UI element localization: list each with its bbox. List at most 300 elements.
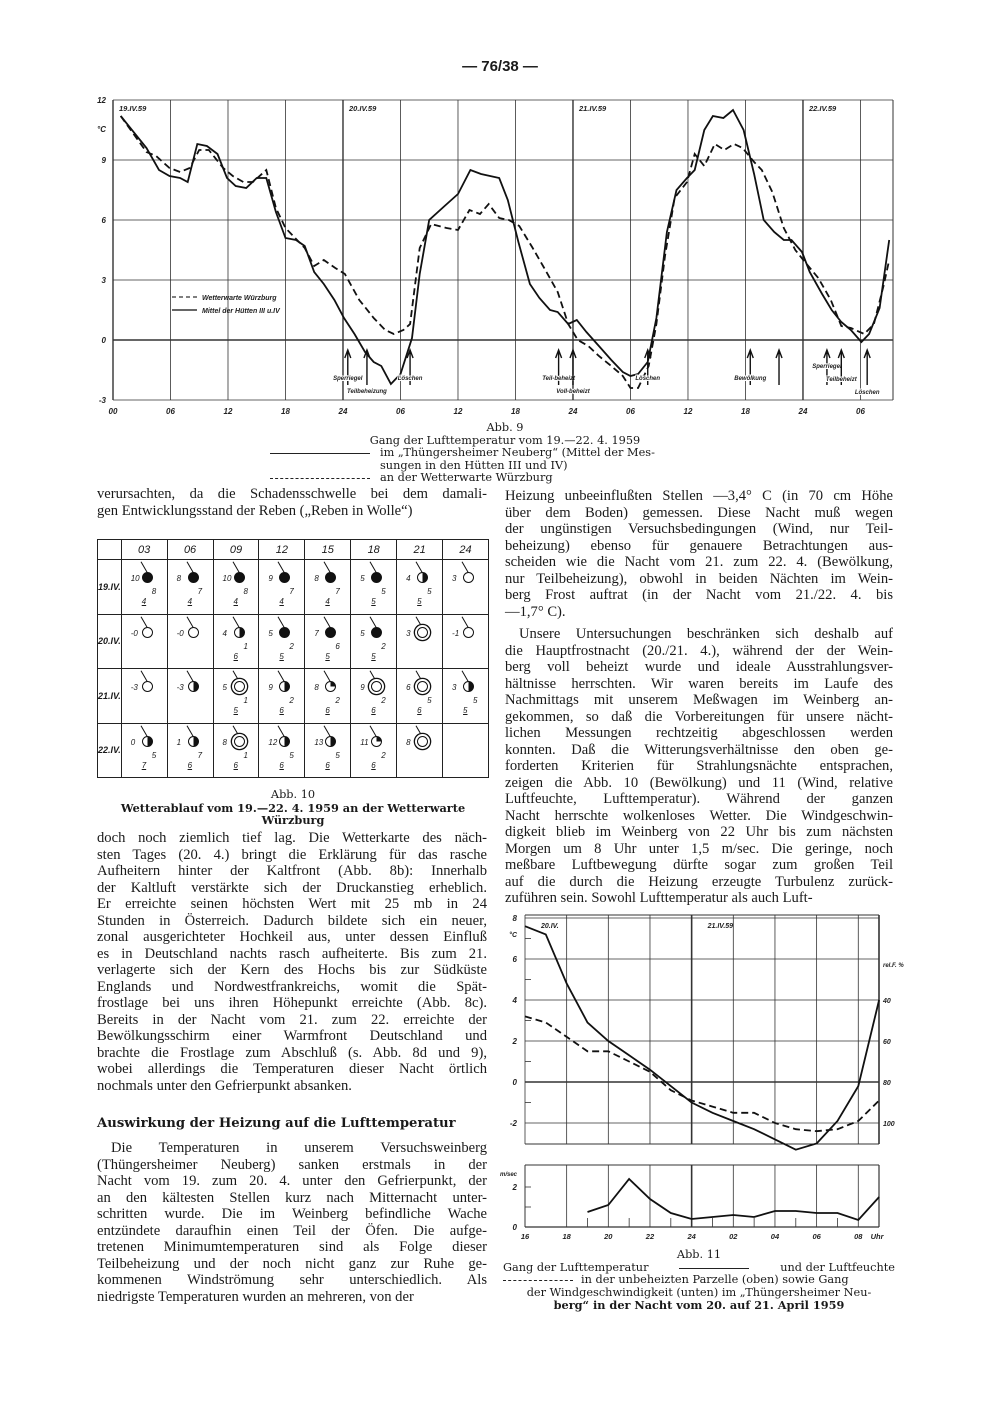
page-number: — 76/38 — (462, 58, 538, 75)
date-label: 21.IV.59 (578, 104, 607, 113)
table-cell (397, 614, 443, 669)
fig10-caption-title: Abb. 10 (270, 788, 316, 801)
cloud-cover-icon (188, 681, 199, 692)
x-tick-label: 24 (568, 407, 578, 416)
text-line: Nacht vom 19. zum 20. 4. unter den Gefrierpunkt, der (97, 1173, 487, 1189)
y-axis-label: m/sec (499, 1172, 517, 1178)
table-cell (443, 669, 489, 724)
station-value: 5 (427, 696, 432, 706)
text-line: konnten. Daß die Witterungsverhältnisse den oben ge- (505, 741, 893, 758)
fig9-caption-dashed (240, 472, 770, 485)
text-line: Unsere Untersuchungen beschränken sich deshalb auf (519, 626, 893, 642)
y-tick-label: 2 (512, 1037, 517, 1046)
station-temperature: 4 (406, 574, 411, 584)
annotation-label: Teilbeheizung (347, 389, 387, 395)
station-value: 2 (289, 696, 294, 706)
cloud-cover-icon (142, 572, 153, 583)
y-tick-label: 6 (101, 216, 106, 225)
y-tick-label: 6 (512, 955, 517, 964)
station-value: 5 (381, 587, 386, 597)
text-line: digkeit blieb im Weinberg von 22 Uhr bis zum nächsten (505, 824, 893, 840)
station-value: 2 (335, 696, 340, 706)
cloud-cover-icon (234, 572, 245, 583)
arrow-icon (776, 350, 782, 385)
x-tick-label: 02 (729, 1232, 738, 1241)
station-value: 7 (197, 750, 203, 760)
x-tick-label: 06 (166, 407, 175, 416)
x-tick-label: 12 (223, 407, 233, 416)
station-value-underlined: 7 (141, 760, 147, 770)
table-cell (397, 560, 443, 615)
text-line: Stunden in Österreich. Dadurch bildete sich ein neuer, (97, 912, 487, 929)
x-tick-label: 24 (338, 407, 348, 416)
legend-label: Mittel der Hütten III u.IV (202, 308, 280, 315)
station-value: 7 (197, 587, 203, 597)
text-line: verlagerte sich der Kern des Hochs bis zur Südküste (97, 962, 487, 978)
station-value: 5 (427, 587, 432, 597)
station-value-underlined: 4 (187, 597, 193, 607)
text-line: schritten wurde. Die im Weinberg befindliche Wache (97, 1206, 487, 1222)
cloud-cover-icon (325, 681, 336, 692)
annotation-label: Voll-beheizt (556, 389, 590, 395)
x-tick-label: 04 (770, 1232, 780, 1241)
y-tick-label: 0 (101, 336, 106, 345)
table-cell (121, 723, 167, 778)
text-line: Bewölkungsschirm einer Warmfront Deutschland und (97, 1028, 487, 1044)
text-line: hältnisse herrschten. Wir waren bereits im Laufe des (505, 675, 893, 692)
text-line: berg voll beheizt wurde und ideale Ausstrahlungsver- (505, 659, 893, 675)
x-tick-label: 06 (626, 407, 635, 416)
station-temperature: 4 (222, 628, 227, 638)
column-header: 03 (121, 540, 167, 560)
table-cell (259, 669, 305, 724)
text-line: der Kaltluft verstärkte sich der Druckanstieg erheblich. (97, 879, 487, 896)
fig9-caption-line: im „Thüngersheimer Neuberg“ (Mittel der Mes- (380, 446, 655, 459)
column-header: 18 (351, 540, 397, 560)
cloud-cover-icon (325, 627, 336, 638)
text-line: über dem Boden) gemessen. Diese Nacht muß wegen (505, 504, 893, 521)
table-cell (167, 669, 213, 724)
table-cell (259, 614, 305, 669)
fig11-caption (503, 1249, 895, 1312)
text-line: gekommen, so daß die Vorbereitungen für unsere nächt- (505, 708, 893, 725)
station-temperature: -3 (130, 683, 138, 693)
column-header: 21 (397, 540, 443, 560)
text-line: Er erreichte seinen höchsten Wert mit 25 mb in 24 (97, 896, 487, 912)
annotation-label: Löschen (397, 376, 423, 382)
x-tick-label: 18 (511, 407, 520, 416)
station-temperature: 10 (130, 574, 140, 584)
station-value: 2 (381, 750, 386, 760)
left-para-2 (97, 830, 487, 1094)
station-temperature: 11 (360, 737, 369, 747)
table-row (98, 614, 489, 669)
table-cell (397, 723, 443, 778)
y-tick-label: 9 (101, 156, 106, 165)
station-temperature: 8 (314, 683, 319, 693)
x-tick-label: 20 (604, 1232, 613, 1241)
station-value: 7 (335, 587, 340, 597)
cloud-cover-icon (463, 572, 474, 583)
table-cell (305, 614, 351, 669)
right-para-2 (505, 626, 893, 907)
station-temperature: 9 (360, 683, 365, 693)
station-value: 8 (243, 587, 248, 597)
station-temperature: 8 (176, 574, 182, 584)
cloud-cover-icon (279, 627, 290, 638)
y-tick-label: -3 (98, 396, 106, 405)
fig10-caption-line: Wetterablauf vom 19.—22. 4. 1959 an der Wetterwarte Würzburg (120, 800, 466, 827)
text-line: Luftfeuchte, Lufttemperatur). Während der ganzen (505, 791, 893, 807)
fig11-caption-line: berg“ in der Nacht vom 20. auf 21. April 1959 (553, 1298, 845, 1312)
station-value-underlined: 5 (417, 597, 422, 607)
date-label: 22.IV.59 (808, 104, 837, 113)
series-line-luftfeuchte (525, 1016, 879, 1131)
text-line: der ungünstigen Versuchsbedingungen (Wind, nur Teil- (505, 521, 893, 537)
station-value: 5 (335, 750, 340, 760)
text-line: Morgen um 8 Uhr unter 1,5 m/sec. Die geringe, noch (505, 840, 893, 857)
fig9-caption-line: an der Wetterwarte Würzburg (380, 471, 553, 484)
x-tick-label: 16 (520, 1232, 530, 1241)
station-temperature: 13 (314, 737, 324, 747)
text-line: (Thüngersheimer Neuberg) sanken erstmals in der (97, 1156, 487, 1173)
text-line: scheiden wie die Nacht vom 21. zum 22. 4. (Bewölkung, (505, 554, 893, 570)
section-heading: Auswirkung der Heizung auf die Lufttemperatur (97, 1116, 456, 1131)
x-tick-label: 06 (812, 1232, 821, 1241)
station-value-underlined: 6 (325, 760, 330, 770)
arrow-icon (364, 350, 370, 385)
cloud-cover-icon (142, 627, 153, 638)
weather-table (97, 539, 489, 778)
date-label: 19.IV.59 (119, 104, 147, 113)
table-cell (121, 560, 167, 615)
x-tick-label: 12 (683, 407, 693, 416)
station-temperature: 1 (176, 737, 182, 747)
station-temperature: 3 (452, 683, 457, 693)
left-para-3 (97, 1140, 487, 1305)
fig11-caption-line: in der unbeheizten Parzelle (oben) sowie Gang (581, 1273, 849, 1286)
x-tick-label: 22 (645, 1232, 655, 1241)
cloud-cover-icon (417, 627, 428, 638)
cloud-cover-icon (371, 572, 382, 583)
table-cell (443, 723, 489, 778)
text-line: die Hauptfrostnacht (20./21. 4.), während der der Wein- (505, 642, 893, 659)
text-line: Nachmittags mit unserem Meßwagen im Weinberg an- (505, 692, 893, 708)
station-value: 8 (151, 587, 157, 597)
station-temperature: -1 (452, 628, 460, 638)
station-temperature: 12 (268, 737, 278, 747)
fig9-caption (240, 422, 770, 485)
text-line: lichen Messungen rechtzeitig abgeschlossen werden (505, 725, 893, 741)
y-tick-label: 3 (101, 276, 106, 285)
station-value-underlined: 5 (371, 651, 376, 661)
right-para-1 (505, 488, 893, 620)
station-temperature: 8 (222, 737, 227, 747)
fig9-caption-solid (240, 447, 770, 460)
y-right-tick-label: 40 (883, 998, 891, 1005)
date-label: 21.IV.59 (707, 923, 734, 930)
fig9-caption-line: sungen in den Hütten III und IV) (380, 458, 568, 472)
series-line-lufttemperatur (525, 926, 879, 1149)
station-value-underlined: 5 (233, 706, 238, 716)
cloud-cover-icon (234, 736, 245, 747)
station-value: 1 (243, 641, 248, 651)
y-tick-label: 8 (512, 914, 517, 923)
y-right-axis-label: rel.F. % (883, 963, 904, 969)
station-temperature: 5 (268, 628, 273, 638)
station-value: 6 (335, 641, 340, 651)
x-tick-label: 08 (854, 1232, 863, 1241)
x-tick-label: 00 (108, 407, 118, 416)
station-value: 5 (151, 750, 157, 760)
text-line: kommenen Windströmung sehr unterschiedlich. Als (97, 1272, 487, 1288)
text-line: niedrigste Temperaturen wurden an mehreren, von der (97, 1288, 414, 1305)
x-tick-label: Uhr (870, 1232, 884, 1241)
station-value-underlined: 6 (371, 706, 376, 716)
station-value-underlined: 4 (233, 597, 238, 607)
text-line: Heizung unbeeinflußten Stellen —3,4° C (in 70 cm Höhe (505, 488, 893, 504)
legend-label: Wetterwarte Würzburg (202, 295, 277, 302)
station-temperature: 8 (406, 737, 411, 747)
text-line: Nacht herrschte wolkenloses Wetter. Die Windgeschwin- (505, 807, 893, 824)
text-line: forderten Kriterien für Strahlungsnächte entsprachen, (505, 758, 893, 774)
x-tick-label: 12 (453, 407, 463, 416)
x-tick-label: 18 (741, 407, 750, 416)
y-tick-label: 0 (512, 1223, 517, 1232)
text-line: gen Entwicklungsstand der Reben („Reben in Wolle“) (97, 502, 413, 519)
cloud-cover-icon (279, 681, 290, 692)
x-tick-label: 24 (687, 1232, 696, 1241)
fig10-caption (97, 789, 489, 827)
column-header: 12 (259, 540, 305, 560)
station-value: 1 (243, 750, 248, 760)
station-temperature: 5 (360, 628, 365, 638)
table-cell (121, 669, 167, 724)
station-value-underlined: 6 (187, 760, 193, 770)
fig11-caption-line: Gang der Lufttemperatur (503, 1260, 649, 1274)
column-header: 24 (443, 540, 489, 560)
station-temperature: 0 (130, 737, 136, 747)
fig11-caption-row (503, 1274, 895, 1287)
station-value-underlined: 4 (325, 597, 330, 607)
text-line: an den kältesten Stellen kurz nach Mitternacht unter- (97, 1189, 487, 1206)
text-line: entzündete daraufhin einen Teil der Öfen. Die aufge- (97, 1222, 487, 1239)
station-value-underlined: 6 (371, 760, 376, 770)
corner-cell (98, 540, 122, 560)
cloud-cover-icon (371, 736, 382, 747)
table-cell (259, 560, 305, 615)
text-line: doch noch ziemlich tief lag. Die Wetterkarte des näch- (97, 830, 487, 846)
text-line: brachte die Frostlage zum Abschluß (s. Abb. 8d und 9), (97, 1044, 487, 1061)
station-temperature: 9 (268, 574, 273, 584)
station-temperature: 7 (314, 628, 319, 638)
table-cell (443, 560, 489, 615)
cloud-cover-icon (188, 572, 199, 583)
table-cell (213, 669, 259, 724)
text-line: Die Temperaturen in unserem Versuchsweinberg (111, 1140, 487, 1156)
table-cell (167, 560, 213, 615)
text-line: tretenen Minimumtemperaturen sind als Folge dieser (97, 1239, 487, 1255)
y-axis-label: °C (509, 932, 517, 939)
text-line: meßbare Luftbewegung dürfte sogar zum großen Teil (505, 857, 893, 873)
cloud-cover-icon (463, 627, 474, 638)
date-label: 20.IV.59 (348, 104, 377, 113)
y-right-tick-label: 80 (883, 1080, 891, 1087)
fig11-caption-line: und der Luftfeuchte (780, 1260, 895, 1274)
station-value-underlined: 4 (141, 597, 147, 607)
series-line-wetterwarte (121, 116, 890, 388)
station-value-underlined: 4 (279, 597, 284, 607)
arrow-icon (864, 350, 870, 385)
station-value: 5 (473, 696, 478, 706)
text-line: berg Frost auftrat (in der Nacht vom 21./22. 4. bis (505, 587, 893, 603)
annotation-label: Teilbeheizt (825, 377, 857, 383)
x-tick-label: 24 (798, 407, 808, 416)
table-cell (351, 560, 397, 615)
y-right-tick-label: 60 (883, 1039, 891, 1046)
text-line: Englands und Nordwestfrankreichs, womit die Spät- (97, 978, 487, 995)
y-tick-label: 4 (512, 996, 517, 1005)
x-tick-label: 18 (562, 1232, 571, 1241)
station-temperature: -0 (130, 628, 138, 638)
table-cell (259, 723, 305, 778)
station-value: 2 (289, 641, 294, 651)
station-temperature: 3 (452, 574, 457, 584)
row-label: 20.IV. (98, 614, 122, 669)
x-tick-label: 06 (396, 407, 405, 416)
fig11-caption-title: Abb. 11 (676, 1248, 722, 1261)
text-line: auf die durch die Heizung erzeugte Turbulenz zurück- (505, 873, 893, 890)
station-value-underlined: 5 (325, 651, 330, 661)
table-cell (351, 723, 397, 778)
left-para-1 (97, 486, 487, 519)
station-temperature: 8 (314, 574, 319, 584)
cloud-cover-icon (417, 736, 428, 747)
annotation-label: Sperriegel (812, 364, 842, 370)
y-tick-label: 2 (512, 1183, 517, 1192)
annotation-label: Löschen (635, 376, 661, 382)
column-header: 15 (305, 540, 351, 560)
cloud-cover-icon (142, 736, 153, 747)
annotation-label: Sperriegel (333, 376, 363, 382)
cloud-cover-icon (371, 627, 382, 638)
cloud-cover-icon (188, 736, 199, 747)
y-right-tick-label: 100 (883, 1121, 895, 1128)
annotation-label: Teil-beheizt (542, 376, 576, 382)
station-value-underlined: 6 (417, 706, 422, 716)
cloud-cover-icon (279, 736, 290, 747)
station-value-underlined: 6 (279, 706, 284, 716)
text-line: nur Teilbeheizung), obwohl in beiden Nächten im Wein- (505, 570, 893, 587)
row-label: 21.IV. (98, 669, 122, 724)
cloud-cover-icon (325, 572, 336, 583)
table-cell (397, 669, 443, 724)
station-value-underlined: 5 (279, 651, 284, 661)
text-line: Teilbeheizung und der noch nicht ganz zur Ruhe ge- (97, 1255, 487, 1272)
cloud-cover-icon (234, 681, 245, 692)
table-row (98, 723, 489, 778)
station-value-underlined: 6 (279, 760, 284, 770)
series-line-huetten (121, 110, 890, 384)
row-label: 19.IV. (98, 560, 122, 615)
row-label: 22.IV. (98, 723, 122, 778)
y-tick-label: 12 (97, 96, 106, 105)
station-value: 2 (381, 696, 386, 706)
station-value-underlined: 6 (233, 651, 238, 661)
table-cell (351, 669, 397, 724)
table-cell (121, 614, 167, 669)
text-line: nochmals unter den Gefrierpunkt absanken. (97, 1077, 352, 1094)
text-line: zonal ausgerichteter Hochkeil aus, unter dessen Einfluß (97, 929, 487, 945)
station-temperature: 3 (406, 628, 411, 638)
station-temperature: -3 (176, 683, 184, 693)
station-temperature: 5 (360, 574, 365, 584)
date-label: 20.IV. (541, 923, 559, 930)
table-cell (305, 560, 351, 615)
text-line: beheizung) ebenso für genauere Betrachtungen aus- (505, 537, 893, 554)
fig11-caption-line: der Windgeschwindigkeit (unten) im „Thüngersheimer Neu- (526, 1285, 872, 1299)
table-cell (167, 614, 213, 669)
y-tick-label: -2 (509, 1119, 517, 1128)
x-tick-label: 06 (856, 407, 865, 416)
text-line: zuführen sein. Sowohl Lufttemperatur als auch Luft- (505, 890, 813, 906)
station-value-underlined: 6 (233, 760, 238, 770)
table-cell (213, 560, 259, 615)
column-header: 06 (167, 540, 213, 560)
text-line: zeigen die Abb. 10 (Bewölkung) und 11 (Wind, relative (505, 774, 893, 791)
table-cell (351, 614, 397, 669)
cloud-cover-icon (325, 736, 336, 747)
cloud-cover-icon (463, 681, 474, 692)
text-line: Aufheitern hinter der Kaltfront (Abb. 8b): Innerhalb (97, 863, 487, 879)
cloud-cover-icon (417, 681, 428, 692)
text-line: frostlage bei uns ihren Höhepunkt erreichte (Abb. 8c). (97, 995, 487, 1011)
table-cell (443, 614, 489, 669)
cloud-cover-icon (279, 572, 290, 583)
station-temperature: -0 (176, 628, 184, 638)
table-cell (213, 723, 259, 778)
table-cell (213, 614, 259, 669)
table-cell (305, 669, 351, 724)
y-axis-label: °C (97, 125, 106, 134)
station-value: 2 (381, 641, 386, 651)
table-cell (305, 723, 351, 778)
text-line: —1,7° C). (505, 603, 566, 620)
table-cell (167, 723, 213, 778)
annotation-label: Bewölkung (734, 376, 767, 382)
text-line: Bereits in der Nacht vom 21. zum 22. erreichte der (97, 1011, 487, 1028)
text-line: sten Tages (20. 4.) bringt die Erklärung für das rasche (97, 846, 487, 863)
cloud-cover-icon (188, 627, 199, 638)
station-value-underlined: 5 (371, 597, 376, 607)
cloud-cover-icon (234, 627, 245, 638)
column-header: 09 (213, 540, 259, 560)
text-line: verursachten, da die Schadensschwelle bei dem damali- (97, 486, 487, 502)
fig9-caption-line: Gang der Lufttemperatur vom 19.—22. 4. 1959 (369, 433, 641, 447)
fig9-caption-title: Abb. 9 (486, 421, 524, 434)
cloud-cover-icon (417, 572, 428, 583)
station-value-underlined: 5 (463, 706, 468, 716)
station-temperature: 10 (222, 574, 232, 584)
text-line: wobei allerdings die Temperaturen dieser Nacht örtlich (97, 1061, 487, 1077)
station-value: 5 (289, 750, 294, 760)
station-value: 1 (243, 696, 248, 706)
table-row (98, 560, 489, 615)
cloud-cover-icon (371, 681, 382, 692)
station-value-underlined: 6 (325, 706, 330, 716)
text-line: es in Deutschland nachts rasch aufheiterte. Bis zum 21. (97, 945, 487, 962)
station-temperature: 5 (222, 683, 227, 693)
